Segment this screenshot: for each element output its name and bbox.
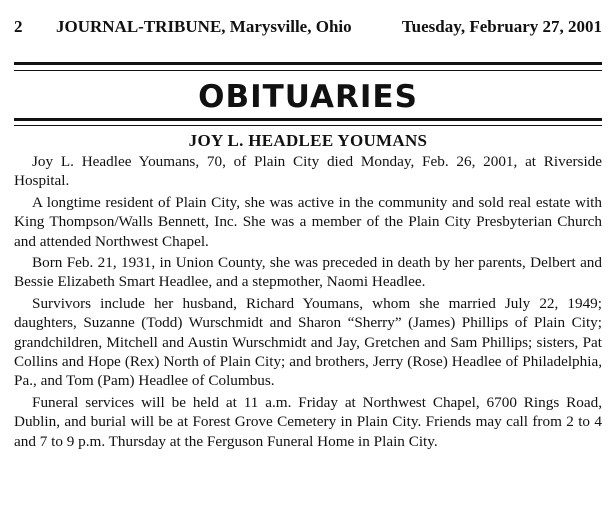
obituary-paragraph: Survivors include her husband, Richard Youmans, whom she married July 22, 1949; daughters, Suzanne (Todd) Wurschmidt and Sharon “Sherry” (James) Phillips of Plain City; grandchildren, Mitchell and Austin Wurschmidt and Jay, Gretchen and Sam Phillips; sisters, Pat Collins and Hope (Rex) North of Plain City; and brothers, Jerry (Rose) Headlee of Philadelphia, Pa., and Tom (Pam) Headlee of Columbus.: [14, 294, 602, 390]
obituary-paragraph: Funeral services will be held at 11 a.m. Friday at Northwest Chapel, 6700 Rings Road, Dublin, and burial will be at Forest Grove Cemetery in Plain City. Friends may call from 2 to 4 and 7 to 9 p.m. Thursday at the Ferguson Funeral Home in Plain City.: [14, 393, 602, 450]
obituary-paragraph: Born Feb. 21, 1931, in Union County, she was preceded in death by her parents, Delbert and Bessie Elizabeth Smart Headlee, and a stepmother, Naomi Headlee.: [14, 254, 602, 291]
bottom-rule-thick: [14, 118, 602, 121]
top-rule-thin: [14, 70, 602, 71]
newspaper-name: JOURNAL-TRIBUNE, Marysville, Ohio: [56, 17, 352, 36]
top-rule-thick: [14, 62, 602, 65]
obituary-body: [14, 152, 602, 453]
obituary-paragraph: Joy L. Headlee Youmans, 70, of Plain City died Monday, Feb. 26, 2001, at Riverside Hospital.: [14, 153, 602, 190]
bottom-rule-thin: [14, 125, 602, 126]
page-number: 2: [14, 17, 23, 36]
publication-date: Tuesday, February 27, 2001: [401, 17, 602, 36]
obituary-paragraph: A longtime resident of Plain City, she was active in the community and sold real estate with King Thompson/Walls Bennett, Inc. She was a member of the Plain City Presbyterian Church and attended Northwest Chapel.: [14, 193, 602, 250]
obituary-headline: JOY L. HEADLEE YOUMANS: [188, 131, 428, 150]
masthead: [14, 16, 602, 38]
section-title: OBITUARIES: [198, 79, 418, 115]
